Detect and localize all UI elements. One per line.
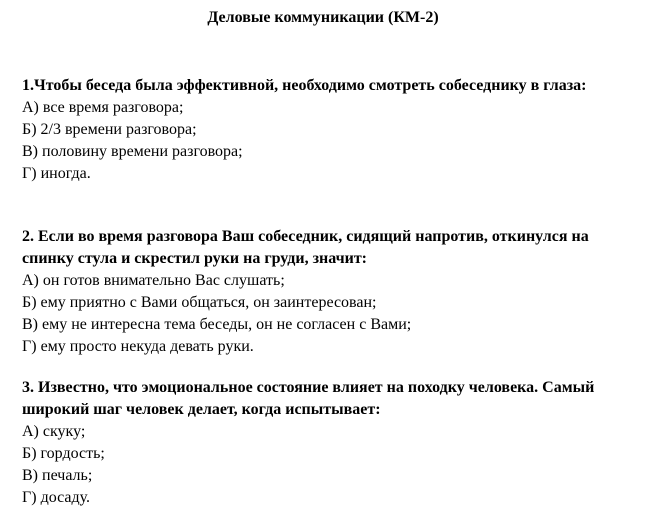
answer-option-c: В) половину времени разговора; <box>22 143 243 160</box>
answer-option-d: Г) досаду. <box>22 489 91 506</box>
answer-option-a: А) все время разговора; <box>22 99 184 116</box>
answer-option-b: Б) ему приятно с Вами общаться, он заинтересован; <box>22 294 377 311</box>
question-3 <box>22 377 642 509</box>
answer-option-b: Б) гордость; <box>22 445 105 462</box>
answer-option-a: А) скуку; <box>22 423 86 440</box>
question-text: 3. Известно, что эмоциональное состояние влияет на походку человека. Самый широкий шаг человек делает, когда испытывает: <box>22 379 595 418</box>
answer-option-c: В) ему не интересна тема беседы, он не согласен с Вами; <box>22 316 412 333</box>
question-text: 1.Чтобы беседа была эффективной, необходимо смотреть собеседнику в глаза: <box>22 77 587 94</box>
question-text: 2. Если во время разговора Ваш собеседник, сидящий напротив, откинулся на спинку стула и скрестил руки на груди, значит: <box>22 228 589 267</box>
answer-option-c: В) печаль; <box>22 467 93 484</box>
answer-option-d: Г) ему просто некуда девать руки. <box>22 338 254 355</box>
document-title: Деловые коммуникации (КМ-2) <box>207 9 439 26</box>
answer-list <box>22 270 642 358</box>
answer-option-d: Г) иногда. <box>22 165 91 182</box>
answer-option-b: Б) 2/3 времени разговора; <box>22 121 197 138</box>
question-1 <box>22 75 642 185</box>
answer-list <box>22 421 642 509</box>
question-2 <box>22 226 642 358</box>
answer-option-a: А) он готов внимательно Вас слушать; <box>22 272 285 289</box>
answer-list <box>22 97 642 185</box>
